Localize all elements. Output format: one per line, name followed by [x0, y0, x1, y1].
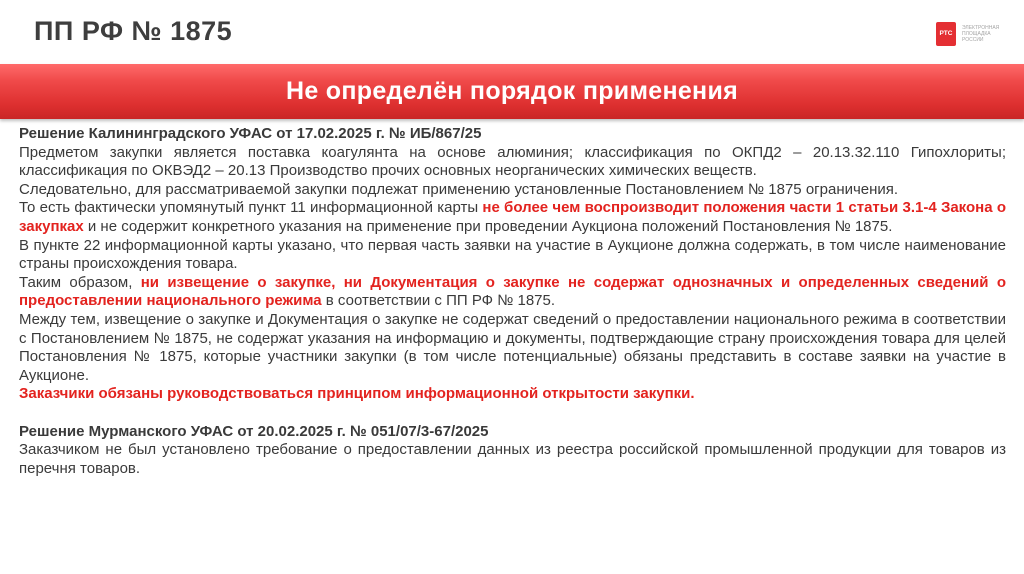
paragraph-consequence: Следовательно, для рассматриваемой закупки подлежат применению установленные Постановлением № 1875 ограничения.: [19, 180, 899, 198]
paragraph-notice: Между тем, извещение о закупке и Документация о закупке не содержат сведений о предоставлении национального режима в соответствии с Постановлением № 1875, не содержат указания на информацию и документы, подтверждающие страну происхождения товара для целей Постановления № 1875, которые участники закупки (в том числе потенциальные) обязаны представить в составе заявки на участие в Аукционе.: [19, 310, 1006, 384]
logo-text-line: ЭЛЕКТРОННАЯ: [962, 25, 1000, 31]
rts-logo: [936, 19, 1002, 49]
section-banner: [0, 64, 1024, 119]
paragraph-clause-11: [19, 199, 1006, 236]
text-run: в соответствии с ПП РФ № 1875.: [321, 292, 556, 310]
text-run: Таким образом,: [19, 273, 141, 291]
logo-text-line: ПЛОЩАДКА: [962, 31, 991, 37]
decision-heading-murmansk: Решение Мурманского УФАС от 20.02.2025 г. № 051/07/3-67/2025: [19, 422, 489, 440]
logo-text-line: РОССИИ: [962, 37, 984, 43]
text-run: То есть фактически упомянутый пункт 11 информационной карты: [19, 199, 483, 217]
highlight-text: ни извещение о закупке, ни Документация о закупке не содержат однозначных и определенных сведений о предоставлении национального режима: [19, 273, 1006, 310]
text-run: и не содержит конкретного указания на применение при проведении Аукциона положений Постановления № 1875.: [83, 217, 893, 235]
banner-title: Не определён порядок применения: [285, 77, 739, 105]
page-title: ПП РФ № 1875: [34, 16, 233, 46]
paragraph-summary: [19, 274, 1006, 311]
rts-logo-text: [962, 25, 1004, 43]
rts-logo-mark: РТС: [936, 22, 956, 46]
slide-content: [19, 125, 1006, 478]
paragraph-clause-22: В пункте 22 информационной карты указано, что первая часть заявки на участие в Аукционе должна содержать, в том числе наименование страны происхождения товара.: [19, 236, 1006, 273]
paragraph-subject: Предметом закупки является поставка коагулянта на основе алюминия; классификация по ОКПД2 – 20.13.32.110 Гипохлориты; классификация по ОКВЭД2 – 20.13 Производство прочих основных неорганических химических веществ.: [19, 143, 1006, 180]
conclusion-text: Заказчики обязаны руководствоваться принципом информационной открытости закупки.: [19, 385, 695, 403]
spacer: [19, 404, 1006, 423]
decision-heading-kaliningrad: Решение Калининградского УФАС от 17.02.2025 г. № ИБ/867/25: [19, 125, 482, 142]
paragraph-murmansk: Заказчиком не был установлено требование о предоставлении данных из реестра российской промышленной продукции для товаров из перечня товаров.: [19, 441, 1006, 477]
highlight-text: не более чем воспроизводит положения части 1 статьи 3.1-4 Закона о закупках: [19, 199, 1006, 235]
